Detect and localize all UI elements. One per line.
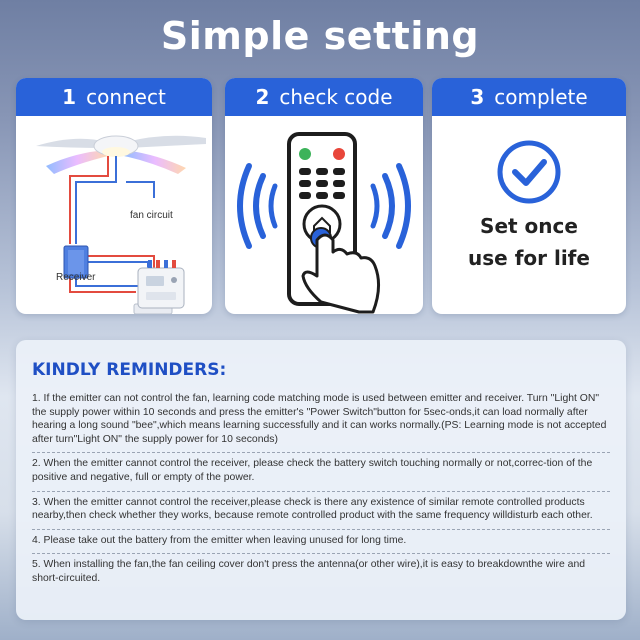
step-header-check-code	[225, 78, 423, 116]
reminders-panel	[16, 340, 626, 620]
checkmark-circle-icon	[432, 116, 626, 206]
reminder-item-1: 1. If the emitter can not control the fan, learning code matching mode is used between emitter and receiver. Turn "Light ON" the supply power within 10 seconds and press the emitter's "Power Switch"button for 5sec-onds,it can load normally after hearing a long sound "bee",which means learning successfully and it can works normally.(PS: Learning mode is not accepted after turn"Light ON" the supply power for 10 seconds)	[32, 388, 610, 453]
complete-line-1: Set once	[480, 214, 578, 238]
step-label: complete	[494, 85, 588, 109]
step-card-connect	[16, 78, 212, 314]
wall-switch-icon	[136, 258, 192, 312]
step-label: connect	[86, 85, 166, 109]
wiring-diagram	[16, 116, 212, 314]
step-number: 2	[255, 85, 270, 109]
reminder-item-4: 4. Please take out the battery from the emitter when leaving unused for long time.	[32, 530, 610, 555]
reminder-item-2: 2. When the emitter cannot control the receiver, please check the battery switch touching normally or not,correc-tion of the positive and negative, full or empty of the power.	[32, 453, 610, 491]
reminders-title: KINDLY REMINDERS:	[32, 360, 227, 380]
receiver-label: Receiver	[56, 272, 96, 283]
complete-body	[432, 116, 626, 314]
step-card-complete	[432, 78, 626, 314]
reminder-item-5: 5. When installing the fan,the fan ceiling cover don't press the antenna(or other wire),it is easy to breakdownthe wire and short-circuited.	[32, 559, 585, 584]
step-header-connect	[16, 78, 212, 116]
remote-illustration	[225, 116, 423, 314]
page-title: Simple setting	[160, 14, 480, 58]
complete-line-2: use for life	[468, 246, 590, 270]
step-number: 1	[62, 85, 77, 109]
step-header-complete	[432, 78, 626, 116]
fan-circuit-label: fan circuit	[130, 210, 173, 221]
remote-control-icon	[225, 116, 423, 314]
step-card-check-code	[225, 78, 423, 314]
step-label: check code	[279, 85, 393, 109]
reminder-item-3: 3. When the emitter cannot control the receiver,please check is there any existence of similar remote controlled products nearby,then check whether they works, because remote controlled product with the same frequency willdisturb each other.	[32, 492, 610, 530]
step-number: 3	[470, 85, 485, 109]
